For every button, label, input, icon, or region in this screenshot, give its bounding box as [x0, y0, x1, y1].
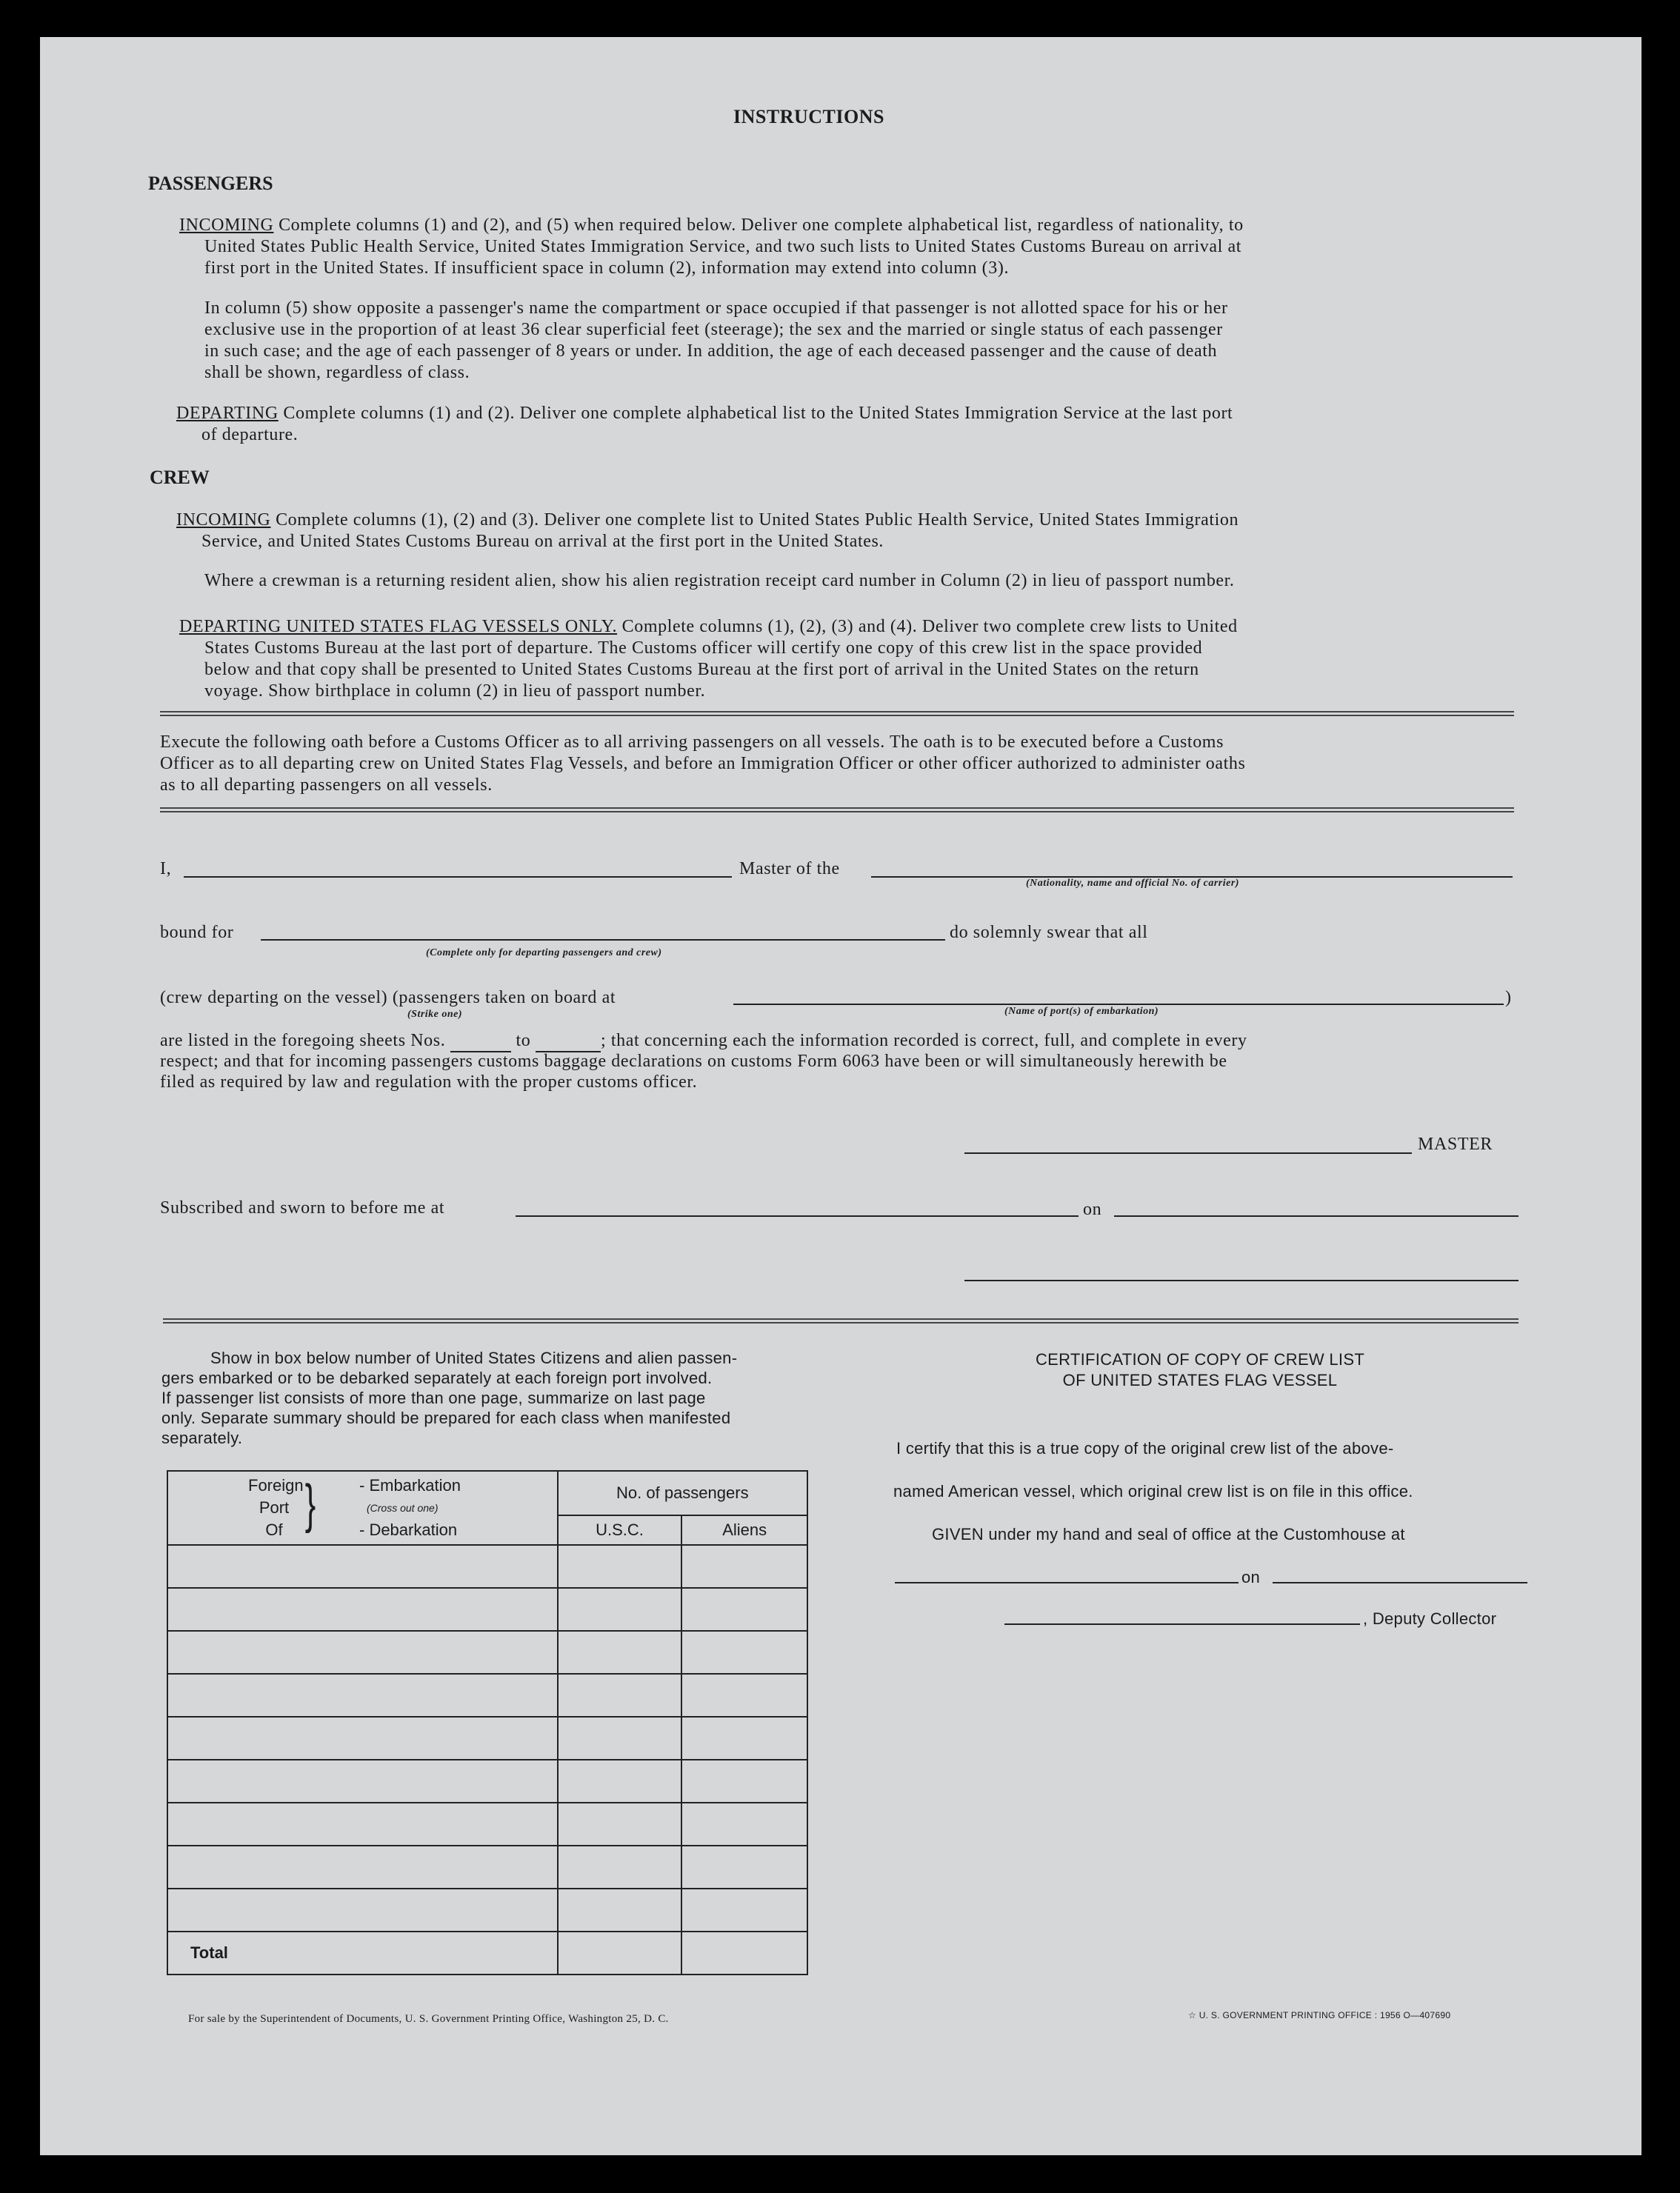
swear-text: do solemnly swear that all	[950, 923, 1148, 942]
port-cell[interactable]	[167, 1631, 558, 1674]
passengers-departing-label: DEPARTING	[176, 404, 279, 423]
of-label: Of	[265, 1521, 283, 1539]
deputy-signature-field[interactable]	[1004, 1623, 1360, 1625]
usc-cell[interactable]	[558, 1545, 682, 1588]
aliens-cell[interactable]	[681, 1846, 807, 1889]
close-paren: )	[1505, 988, 1512, 1007]
total-aliens-cell[interactable]	[681, 1932, 807, 1975]
officer-signature-field[interactable]	[964, 1280, 1519, 1281]
brace-icon: }	[304, 1475, 316, 1534]
port-cell[interactable]	[167, 1846, 558, 1889]
bound-for-label: bound for	[160, 923, 234, 942]
aliens-cell[interactable]	[681, 1889, 807, 1932]
port-cell[interactable]	[167, 1803, 558, 1846]
subscribed-label: Subscribed and sworn to before me at	[160, 1198, 445, 1218]
table-row	[167, 1803, 807, 1846]
passengers-incoming-label: INCOMING	[179, 216, 274, 235]
table-row	[167, 1545, 807, 1588]
summary-line-2: gers embarked or to be debarked separately at each foreign port involved.	[161, 1369, 713, 1387]
sworn-on-label: on	[1083, 1200, 1102, 1219]
crew-departing-line-2: States Customs Bureau at the last port of departure. The Customs officer will certify one copy of this crew list in the space provided	[204, 638, 1203, 658]
sworn-place-field[interactable]	[516, 1215, 1079, 1217]
summary-line-5: separately.	[161, 1429, 243, 1447]
crew-incoming-line-1: Complete columns (1), (2) and (3). Deliver one complete list to United States Public Health Service, United States Immigration	[276, 510, 1239, 530]
crew-departing-line-1: Complete columns (1), (2), (3) and (4). Deliver two complete crew lists to United	[621, 617, 1238, 636]
port-header	[167, 1471, 558, 1545]
sheet-from-field[interactable]	[450, 1031, 511, 1052]
passengers-incoming-line-3: first port in the United States. If insufficient space in column (2), information may extend into column (3).	[204, 258, 1010, 278]
passengers-heading: PASSENGERS	[148, 173, 273, 194]
foreign-label: Foreign	[248, 1476, 304, 1495]
total-label: Total	[167, 1932, 558, 1975]
table-row	[167, 1717, 807, 1760]
crew-heading: CREW	[150, 467, 210, 488]
strike-one-hint: (Strike one)	[407, 1009, 463, 1020]
passengers-departing	[176, 403, 1233, 446]
aliens-header: Aliens	[681, 1515, 807, 1545]
embarkation-label[interactable]: - Embarkation	[359, 1476, 461, 1495]
passengers-incoming-line-2: United States Public Health Service, United States Immigration Service, and two such lists to United States Customs Bureau on arrival at	[204, 237, 1242, 256]
crew-departing-line-4: voyage. Show birthplace in column (2) in lieu of passport number.	[204, 681, 706, 701]
port-cell[interactable]	[167, 1674, 558, 1717]
sheets-statement: ; that concerning each the information recorded is correct, full, and complete in every	[601, 1031, 1247, 1050]
passengers-departing-line-2: of departure.	[201, 425, 299, 444]
section-divider	[160, 807, 1514, 812]
port-label: Port	[259, 1498, 290, 1517]
aliens-cell[interactable]	[681, 1588, 807, 1631]
aliens-cell[interactable]	[681, 1760, 807, 1803]
usc-cell[interactable]	[558, 1674, 682, 1717]
page-title: INSTRUCTIONS	[733, 106, 884, 127]
passengers-incoming-line-1: Complete columns (1) and (2), and (5) when required below. Deliver one complete alphabetical list, regardless of nationality, to	[279, 216, 1244, 235]
oath-intro-line-1: Execute the following oath before a Customs Officer as to all arriving passengers on all vessels. The oath is to be executed before a Customs	[160, 732, 1224, 752]
certification-on-label: on	[1241, 1568, 1261, 1586]
certification-title	[867, 1349, 1533, 1391]
column5-line-1: In column (5) show opposite a passenger's name the compartment or space occupied if that passenger is not allotted space for his or her	[204, 298, 1228, 318]
usc-cell[interactable]	[558, 1846, 682, 1889]
table-row	[167, 1588, 807, 1631]
crew-resident-alien-text: Where a crewman is a returning resident alien, show his alien registration receipt card number in Column (2) in lieu of passport number.	[204, 571, 1235, 590]
passenger-summary-table	[167, 1470, 808, 1975]
crew-passengers-option: (crew departing on the vessel) (passengers taken on board at	[160, 988, 616, 1007]
section-divider	[160, 711, 1514, 716]
usc-cell[interactable]	[558, 1760, 682, 1803]
oath-instructions	[160, 732, 1245, 796]
respect-line: respect; and that for incoming passengers customs baggage declarations on customs Form 6063 have been or will simultaneously herewith be	[160, 1052, 1227, 1071]
aliens-cell[interactable]	[681, 1717, 807, 1760]
section-divider	[163, 1318, 1519, 1324]
port-cell[interactable]	[167, 1717, 558, 1760]
total-usc-cell[interactable]	[558, 1932, 682, 1975]
usc-header: U.S.C.	[558, 1515, 682, 1545]
certification-title-line-1: CERTIFICATION OF COPY OF CREW LIST	[1035, 1350, 1365, 1369]
usc-cell[interactable]	[558, 1889, 682, 1932]
crew-incoming	[176, 510, 1239, 553]
table-row	[167, 1846, 807, 1889]
port-cell[interactable]	[167, 1760, 558, 1803]
master-of-label: Master of the	[739, 859, 840, 878]
embarkation-port-field[interactable]	[733, 1004, 1504, 1005]
table-row	[167, 1760, 807, 1803]
aliens-cell[interactable]	[681, 1803, 807, 1846]
sheets-label: are listed in the foregoing sheets Nos.	[160, 1031, 446, 1050]
carrier-hint: (Nationality, name and official No. of carrier)	[1026, 878, 1239, 889]
total-row	[167, 1932, 807, 1975]
debarkation-label[interactable]: - Debarkation	[359, 1521, 458, 1539]
filed-line: filed as required by law and regulation with the proper customs officer.	[160, 1072, 698, 1092]
passengers-departing-line-1: Complete columns (1) and (2). Deliver one complete alphabetical list to the United States Immigration Service at the last port	[283, 404, 1233, 423]
column5-line-4: shall be shown, regardless of class.	[204, 363, 470, 382]
deputy-collector-label: , Deputy Collector	[1363, 1609, 1497, 1628]
port-cell[interactable]	[167, 1889, 558, 1932]
oath-i-label: I,	[160, 859, 172, 878]
footer-gpo-notice: ☆ U. S. GOVERNMENT PRINTING OFFICE : 1956 O—407690	[1188, 2010, 1451, 2020]
table-row	[167, 1631, 807, 1674]
bound-for-hint: (Complete only for departing passengers and crew)	[426, 947, 662, 958]
given-line: GIVEN under my hand and seal of office at the Customhouse at	[932, 1525, 1405, 1543]
crew-departing-line-3: below and that copy shall be presented to United States Customs Bureau at the first port of arrival in the United States on the return	[204, 660, 1199, 679]
crew-departing-label: DEPARTING UNITED STATES FLAG VESSELS ONLY.	[179, 617, 618, 636]
certify-line-1: I certify that this is a true copy of the original crew list of the above-	[896, 1439, 1394, 1458]
summary-instructions	[161, 1348, 737, 1448]
crew-incoming-label: INCOMING	[176, 510, 271, 530]
sheets-to-label: to	[516, 1031, 531, 1050]
aliens-cell[interactable]	[681, 1631, 807, 1674]
passengers-incoming	[179, 215, 1244, 279]
passengers-column5-text	[204, 298, 1228, 384]
table-row	[167, 1674, 807, 1717]
footer-sale-notice: For sale by the Superintendent of Documents, U. S. Government Printing Office, Washington 25, D. C.	[188, 2013, 669, 2025]
oath-intro-line-3: as to all departing passengers on all vessels.	[160, 775, 493, 795]
customhouse-field[interactable]	[895, 1582, 1239, 1583]
usc-cell[interactable]	[558, 1717, 682, 1760]
certification-title-line-2: OF UNITED STATES FLAG VESSEL	[1062, 1371, 1338, 1389]
sheet-to-field[interactable]	[536, 1031, 601, 1052]
aliens-cell[interactable]	[681, 1545, 807, 1588]
summary-line-4: only. Separate summary should be prepared for each class when manifested	[161, 1409, 731, 1427]
oath-intro-line-2: Officer as to all departing crew on United States Flag Vessels, and before an Immigration Officer or other officer authorized to administer oaths	[160, 754, 1246, 773]
no-of-passengers-header: No. of passengers	[558, 1471, 807, 1515]
master-label: MASTER	[1418, 1135, 1493, 1154]
summary-line-3: If passenger list consists of more than one page, summarize on last page	[161, 1389, 706, 1407]
master-signature-field[interactable]	[964, 1152, 1412, 1154]
certify-line-2: named American vessel, which original crew list is on file in this office.	[893, 1482, 1413, 1501]
sworn-date-field[interactable]	[1114, 1215, 1519, 1217]
embarkation-port-hint: (Name of port(s) of embarkation)	[1004, 1006, 1159, 1017]
port-cell[interactable]	[167, 1545, 558, 1588]
column5-line-3: in such case; and the age of each passenger of 8 years or under. In addition, the age of each deceased passenger and the cause of death	[204, 341, 1218, 361]
aliens-cell[interactable]	[681, 1674, 807, 1717]
usc-cell[interactable]	[558, 1631, 682, 1674]
bound-for-field[interactable]	[261, 939, 945, 941]
master-name-field[interactable]	[184, 876, 732, 878]
sheets-line	[160, 1031, 1247, 1052]
summary-line-1: Show in box below number of United States Citizens and alien passen-	[210, 1349, 738, 1367]
usc-cell[interactable]	[558, 1803, 682, 1846]
table-row	[167, 1889, 807, 1932]
crew-incoming-line-2: Service, and United States Customs Bureau on arrival at the first port in the United States.	[201, 532, 884, 551]
port-cell[interactable]	[167, 1588, 558, 1631]
certification-date-field[interactable]	[1273, 1582, 1527, 1583]
usc-cell[interactable]	[558, 1588, 682, 1631]
crew-departing	[179, 616, 1238, 702]
column5-line-2: exclusive use in the proportion of at least 36 clear superficial feet (steerage); the sex and the married or single status of each passenger	[204, 320, 1223, 339]
cross-out-hint: (Cross out one)	[367, 1502, 439, 1514]
